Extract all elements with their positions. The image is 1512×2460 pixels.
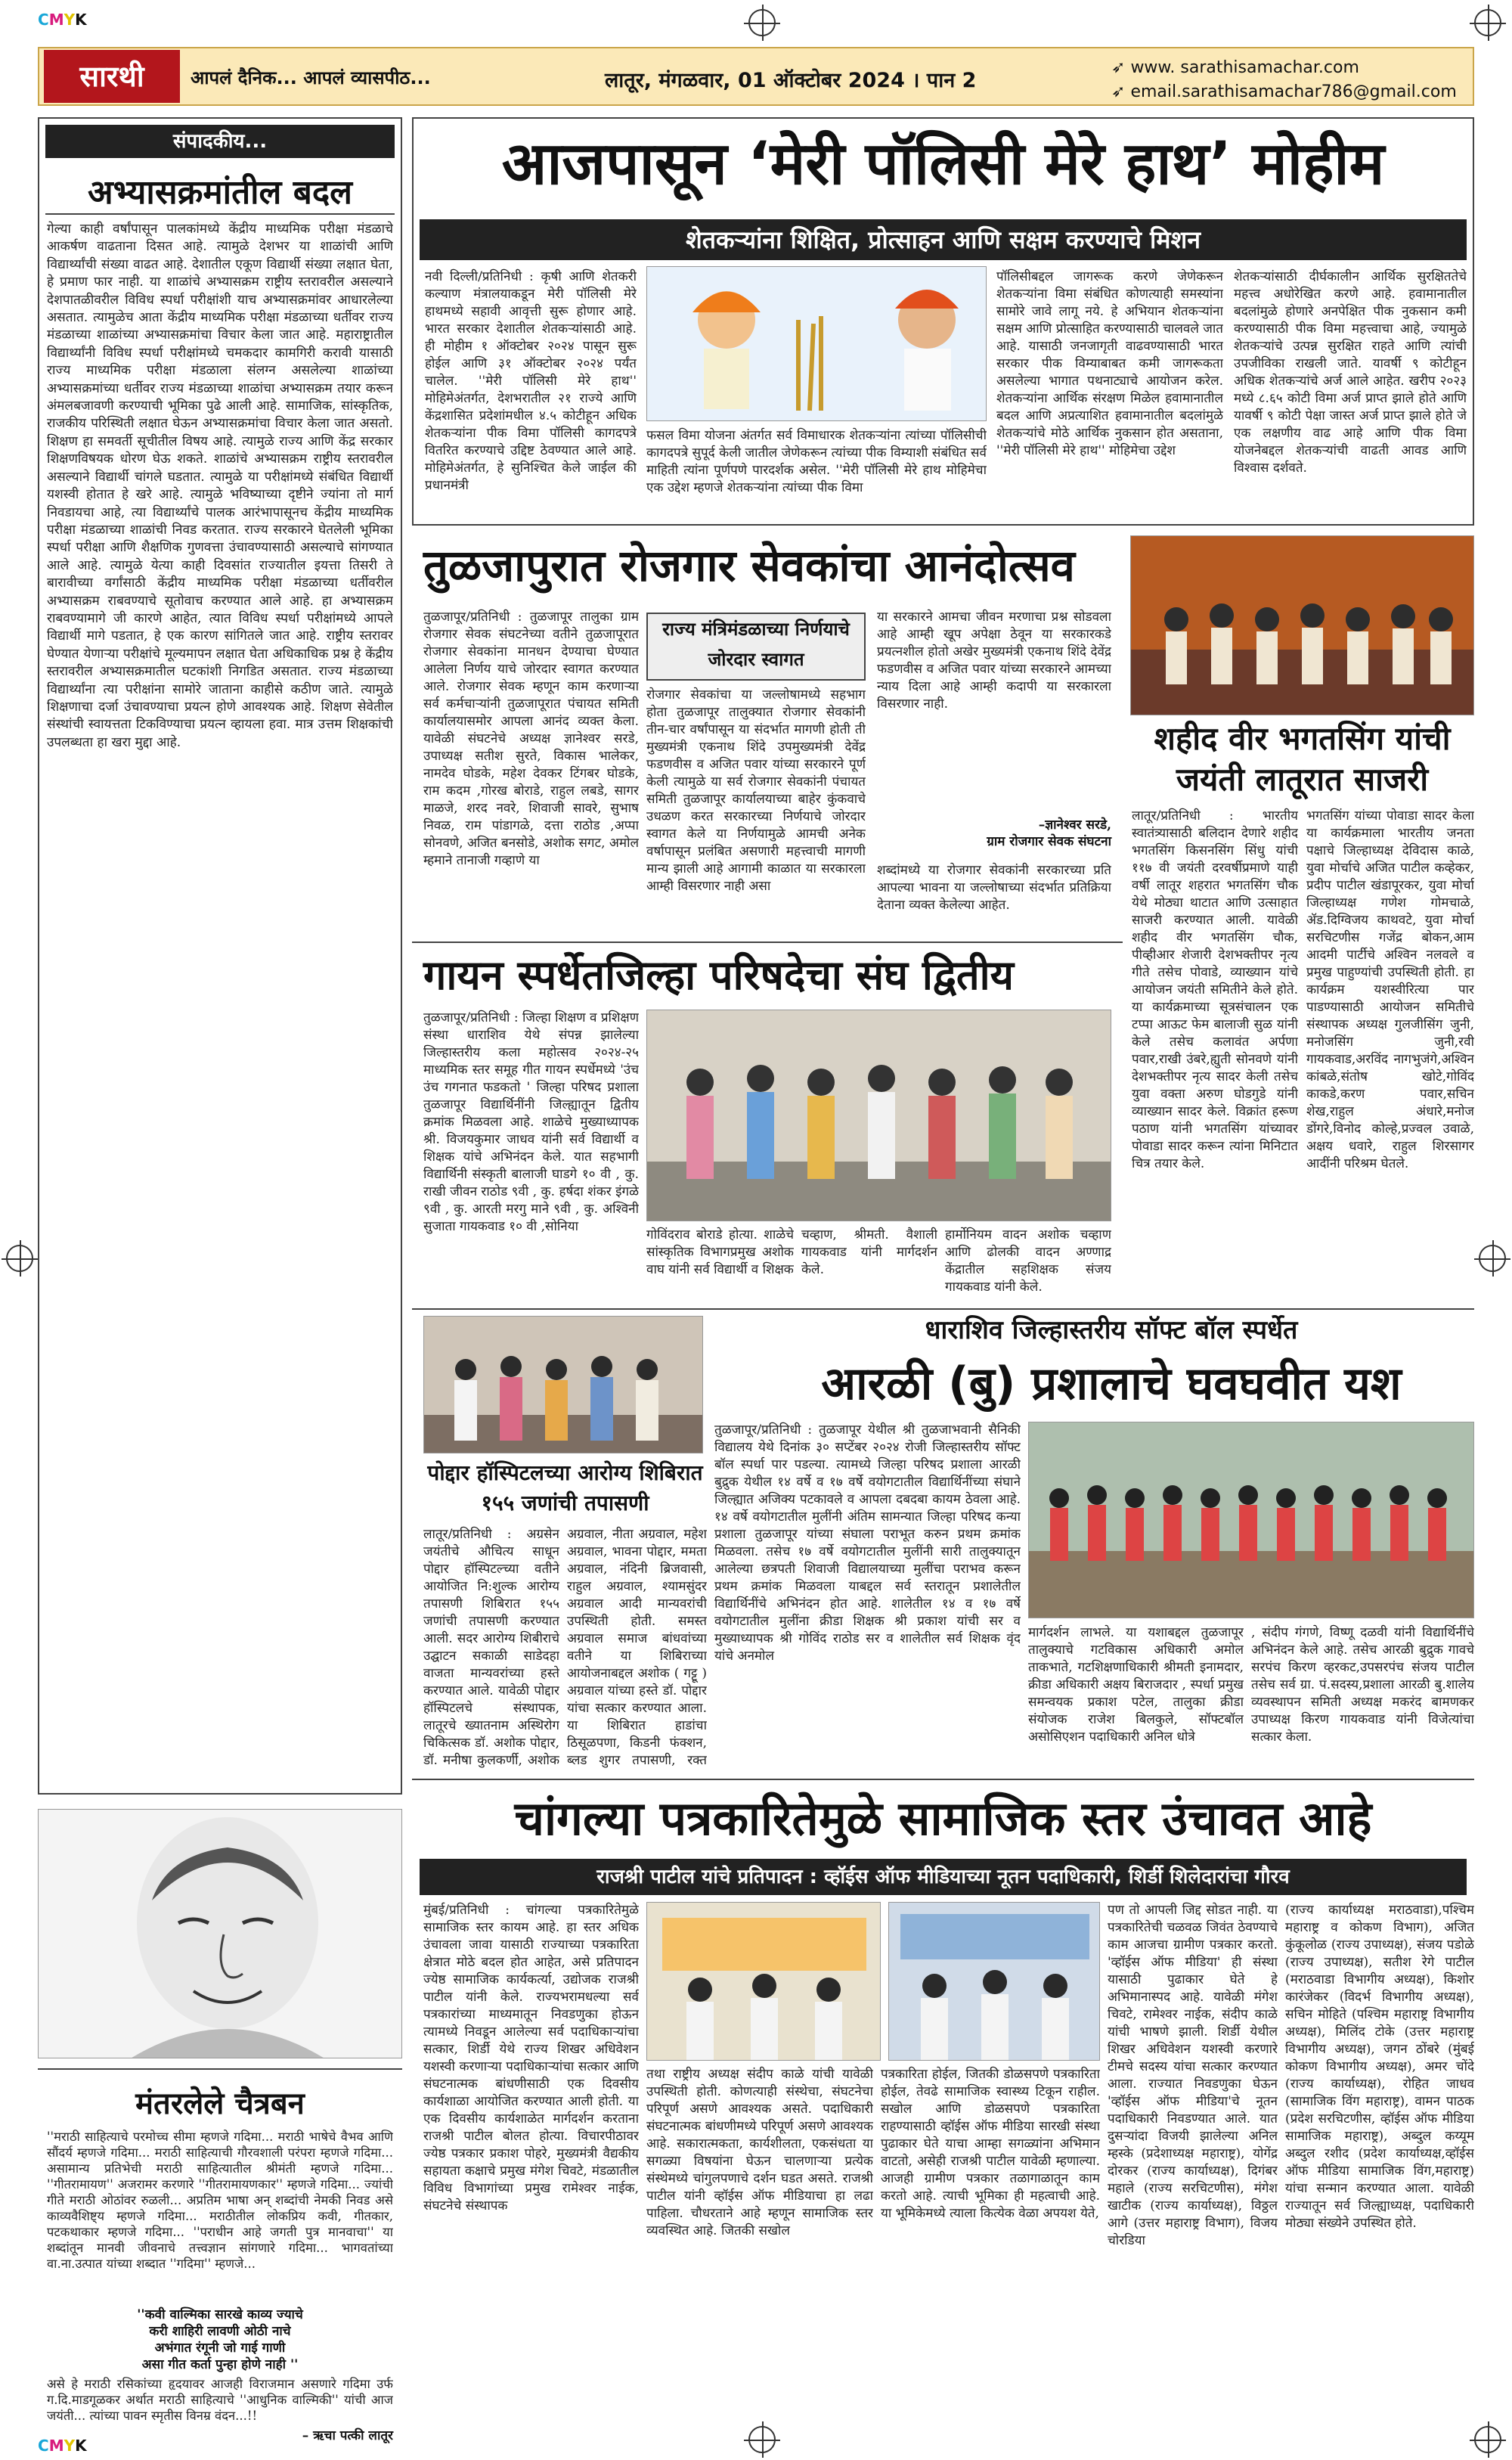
mantar-body: ''मराठी साहित्याचे परमोच्च सीमा म्हणजे गदिमा... मराठी भाषेचे वैभव आणि सौंदर्य म्हणजे गदिमा... मराठी साहित्याची गौरवशाली परंपरा म्हणजे गदिमा... असामान्य प्रतिभेची मराठी साहित्यातील श्रीमंती म्हणजे गदिमा... ''गीतरामायण'' अजरामर करणारे ''गीतरामायणकार'' म्हणजे गदिमा... ज्यांची गीते मराठी ओठांवर रुळली... अप्रतिम भाषा अन्‌ शब्दांची नेमकी निवड असे काव्यवैशिष्ट्य म्हणजे गदिमा... मराठीतील लोकप्रिय कवी, गीतकार, पटकथाकार म्हणजे गदिमा... ''पराधीन आहे जगती पुत्र मानवाचा'' या शब्दांतून मानवी जीवनाचे तत्त्वज्ञान सांगणारे गदिमा... भागवतांच्या वा.ना.उत्पात यांच्या शब्दात ''गदिमा'' म्हणजे...	[47, 2130, 393, 2271]
tuljapur-body-col2: रोजगार सेवकांचा या जल्लोषामध्ये सहभाग होता तुळजापूर तालुक्यात रोजगार सेवकांनी तीन-चार वर्षांपासून या संदर्भात मागणी होती ती मुख्यमंत्री एकनाथ शिंदे उपमुख्यमंत्री देवेंद्र फडणवीस व अजित पवार यांच्या सरकारने पूर्ण केली त्यामुळे या सर्व रोजगार सेवकांनी पंचायत समिती तुळजापूर कार्यालयाच्या बाहेर कुंकवाचे उधळण करत सरकारच्या निर्णयाचे जोरदार स्वागत केले या निर्णयामुळे आमची अनेक वर्षापासून प्रलंबित असणारी महत्त्वाची मागणी मान्य झाली आहे आगामी काळात या सरकारला आम्ही विसरणार नाही असा	[646, 687, 866, 894]
mantar-title: मंतरलेले चैत्रबन	[135, 2086, 305, 2121]
gayan-caption-1: गोविंदराव बोराडे होत्या. शाळेचे सांस्कृतिक विभागप्रमुख अशोक वाघ यांनी सर्व विद्यार्थी व शिक्षक	[646, 1227, 794, 1277]
newspaper-logo: सारथी	[44, 50, 180, 103]
lead-body-col1: नवी दिल्ली/प्रतिनिधी : कृषी आणि शेतकरी कल्याण मंत्रालयाकडून मेरी पॉलिसी मेरे हाथमध्ये सहावी आवृत्ती सुरू होणार आहे. भारत सरकार देशातील शेतकऱ्यांसाठी आहे. ही मोहीम १ ऑक्टोबर २०२४ पासून सुरू होईल आणि ३१ ऑक्टोबर २०२४ पर्यंत चालेल. ''मेरी पॉलिसी मेरे हाथ'' मोहिमेअंतर्गत, देशभरातील २१ राज्ये आणि केंद्रशासित प्रदेशांमधील ४.५ कोटीहून अधिक शेतकऱ्यांना पीक विमा पॉलिसी कागदपत्रे वितरित करण्याचे उद्दिष्ट ठेवण्यात आले आहे. मोहिमेअंतर्गत, हे सुनिश्चित केले जाईल की प्रधानमंत्री	[425, 269, 637, 493]
lead-body-col3: पॉलिसीबद्दल जागरूक करणे जेणेकरून शेतकऱ्यांना विमा संबंधित कोणत्याही समस्यांना सामोरे जावे लागू नये. हे अभियान शेतकऱ्यांना सक्षम आणि प्रोत्साहित करण्यासाठी चालवले जात आहे. यासाठी जनजागृती वाढवण्यासाठी भारत सरकार पीक विम्याबाबत कमी जागरूकता असलेल्या भागात पथनाट्याचे आयोजन करेल. शेतकऱ्यांना आर्थिक संरक्षण मिळेल हवामानातील बदल आणि अप्रत्याशित हवामानातील बदलांमुळे शेतकऱ्यांचे मोठे आर्थिक नुकसान होत असताना, ''मेरी पॉलिसी मेरे हाथ'' मोहिमेचा उद्देश	[996, 269, 1223, 458]
patrakarita-body-col2: तथा राष्ट्रीय अध्यक्ष संदीप काळे यांची यावेळी उपस्थिती होती. कोणत्याही संस्थेचा, संघटनेचा परिपूर्ण असणे आवश्यक असते. पदाधिकारी संघटनात्मक बांधणीमध्ये परिपूर्ण असणे आवश्यक आहे. सकारात्मकता, कार्यशीलता, एकसंधता या सगळ्या विषयांना घेऊन चालणाऱ्या प्रत्येक संस्थेमध्ये चांगुलपणाचे दर्शन घडत असते. राजश्री पाटील यांनी व्हॉईस ऑफ मीडियाचा हा लढा पाहिला. चौधरताने आहे म्हणून सामाजिक स्तर व्यवस्थित आहे. जितकी सखोल	[646, 2067, 873, 2238]
mantar-tail: असे हे मराठी रसिकांच्या हृदयावर आजही विराजमान असणारे गदिमा उर्फ ग.दि.माडगूळकर अर्थात मराठी साहित्याचे ''आधुनिक वाल्मिकी'' यांची आज जयंती... त्यांच्या पावन स्मृतीस विनम्र वंदन...!!	[47, 2377, 393, 2423]
podar-body-col1: लातूर/प्रतिनिधी : अग्रसेन जयंतीचे औचित्य साधून पोद्दार हॉस्पिटल्च्या वतीने आयोजित नि:शुल्क आरोग्य तपासणी शिबिरात १५५ जणांची तपासणी करण्यात आली. सदर आरोग्य शिबीराचे उद्घाटन सकाळी साडेदहा वाजता मान्यवरांच्या हस्ते करण्यात आले. यावेळी पोद्दार हॉस्पिटलचे संस्थापक, लातूरचे ख्यातनाम अस्थिरोग चिकित्सक डॉ. अशोक पोद्दार, डॉ. मनीषा कुलकर्णी, अशोक	[423, 1527, 559, 1768]
registration-mark-icon	[1474, 9, 1501, 36]
gayan-body-col1: तुळजापूर/प्रतिनिधी : जिल्हा शिक्षण व प्रशिक्षण संस्था धाराशिव येथे संपन्न झालेल्या जिल्हास्तरीय कला महोत्सव २०२४-२५ माध्यमिक स्तर समूह गीत गायन स्पर्धेमध्ये 'उंच उंच गगनात फडकतो ' जिल्हा परिषद प्रशाला तुळजापूर विद्यार्थिनींनी जिल्ह्यातून द्वितीय क्रमांक मिळवला आहे. शाळेचे मुख्याध्यापक श्री. विजयकुमार जाधव यांनी सर्व विद्यार्थी व शिक्षक यांचे अभिनंदन केले. यात सहभागी विद्यार्थिनी संस्कृती बालाजी घाडगे १० वी , कु. राखी जीवन राठोड ९वी , कु. हर्षदा शंकर इंगळे ९वी , कु. आरती मरगु माने ९वी , कु. अश्विनी सुजाता गायकवाड १० वी ,सोनिया	[423, 1010, 639, 1234]
patrakarita-body-col4: पण तो आपली जिद्द सोडत नाही. या पत्रकारितेची चळवळ जिवंत ठेवण्याचे काम आजचा ग्रामीण पत्रकार करतो. 'व्हॉईस ऑफ मीडिया' ही संस्था यासाठी पुढाकार घेते हे अभिमानास्पद आहे. यावेळी मंगेश चिवटे, रामेश्वर नाईक, संदीप काळे यांची भाषणे झाली. शिर्डी येथील शिखर अधिवेशन यशस्वी करणारे टीमचे सदस्य यांचा सत्कार करण्यात आला. राज्यात निवडणुका घेऊन 'व्हॉईस ऑफ मीडिया'चे नूतन पदाधिकारी निवडण्यात आले. यात दुसऱ्यांदा विजयी झालेल्या अनिल म्हस्के (प्रदेशाध्यक्ष महाराष्ट्र), योगेंद्र दोरकर (राज्य कार्याध्यक्ष), दिगंबर महाले (राज्य सरचिटणीस), मंगेश खाटीक (राज्य कार्याध्यक्ष), विठ्ठल आगे (उत्तर महाराष्ट्र विभाग), विजय चोरडिया	[1108, 1903, 1278, 2248]
tuljapur-body-col3: या सरकारने आमचा जीवन मरणाचा प्रश्न सोडवला आहे आम्ही खूप अपेक्षा ठेवून या सरकारकडे प्रयत्नशील होतो अखेर मुख्यमंत्री एकनाथ शिंदे देवेंद्र फडणवीस व अजित पवार यांच्या सरकारने आमच्या न्याय दिला आहे आम्ही कदापी या सरकारला विसरणार नाही.	[877, 610, 1111, 712]
tuljapur-headline: तुळजापुरात रोजगार सेवकांचा आनंदोत्सव	[423, 540, 1075, 591]
aarali-body-col2: मार्गदर्शन लाभले. या यशाबद्दल तुळजापूर तालुक्याचे गटविकास अधिकारी अमोल ताकभाते, गटशिक्षणाधिकारी श्रीमती इनामदार, क्रीडा अधिकारी अक्षय बिराजदार , स्पर्धा प्रमुख समन्वयक प्रकाश पटेल, तालुका क्रीडा संयोजक राजेश बिलकुले, सॉफ्टबॉल असोसिएशन पदाधिकारी अनिल धोत्रे	[1028, 1625, 1244, 1745]
gayan-caption-2: चव्हाण, श्रीमती. वैशाली गायकवाड यांनी मार्गदर्शन केले.	[801, 1227, 937, 1277]
podar-body-col2: अग्रवाल, नीता अग्रवाल, महेश अग्रवाल, भावना पोद्दार, ममता अग्रवाल, नंदिनी ब्रिजवासी, राहुल अग्रवाल, श्यामसुंदर अग्रवाल आदी मान्यवरांची उपस्थिती होती. समस्त अग्रवाल समाज बांधवांच्या वतीने या शिबिराच्या आयोजनाबद्दल अशोक ( गट्टू ) अग्रवाल यांच्या हस्ते डॉ. पोद्दार यांचा सत्कार करण्यात आला. या शिबिरात हाडांचा ठिसूळपणा, किडनी फंक्शन, ब्लड शुगर तपासणी, रक्त	[567, 1527, 707, 1768]
tagline: आपलं दैनिक... आपलं व्यासपीठ...	[191, 67, 431, 88]
divider	[412, 942, 1123, 943]
lead-illustration-farmer	[646, 266, 987, 421]
gayan-caption-3: हार्मोनियम वादन अशोक चव्हाण आणि ढोलकी वादन अण्णाद्र केंद्रातील सहशिक्षक संजय गायकवाड यांनी केले.	[945, 1227, 1111, 1295]
patrakarita-headline: चांगल्या पत्रकारितेमुळे सामाजिक स्तर उंचावत आहे	[514, 1791, 1372, 1846]
tuljapur-signature: –ज्ञानेश्वर सरडे, ग्राम रोजगार सेवक संघटना	[987, 817, 1111, 849]
gayan-headline: गायन स्पर्धेतजिल्हा परिषदेचा संघ द्वितीय	[423, 951, 1014, 999]
portrait-sketch	[38, 1809, 402, 2058]
cmyk-mark-top: CMYK	[38, 11, 87, 29]
registration-mark-icon	[748, 9, 776, 36]
editorial-body: गेल्या काही वर्षांपासून पालकांमध्ये केंद्रीय माध्यमिक परीक्षा मंडळाचे आकर्षण वाढताना दिसत आहे. त्यामुळे देशभर या शाळांची आणि विद्यार्थ्यांची संख्या वाढत आहे. देशातील एकूण विद्यार्थी संख्या लक्षात घेता, हे प्रमाण फार नाही. या शाळांचे अभ्यासक्रम राष्ट्रीय स्तरावरील असल्याने देशपातळीवरील विविध स्पर्धा परीक्षांशी याच अभ्यासक्रमांवर आधारलेल्या असतात. त्यामुळेच आता केंद्रीय माध्यमिक परीक्षा मंडळाच्या धर्तीवर राज्य मंडळाच्या शाळांच्या अभ्यासक्रमांचा विचार केला जात आहे. महाराष्ट्रातील विद्यार्थ्यांनी विविध स्पर्धा परीक्षांमध्ये चमकदार कामगिरी करावी यासाठी राज्य माध्यमिक परीक्षा मंडळाला संलग्न असलेल्या शाळांच्या अभ्यासक्रमांच्या धर्तीवर राज्य मंडळाच्या शाळांचा अभ्यासक्रम तयार करून अंमलबजावणी करण्याची भूमिका पुढे आली आहे. सामाजिक, सांस्कृतिक, राजकीय परिस्थिती लक्षात घेऊन अभ्यासक्रमांचा विचार केला जात असतो. शिक्षण हा समवर्ती सूचीतील विषय आहे. त्यामुळे राज्य आणि केंद्र सरकार शिक्षणविषयक धोरण घेऊ शकते. शाळांचे अभ्यासक्रम राष्ट्रीय स्तरावरील असल्याने विद्यार्थी चांगले घडतात. त्यामुळे या परीक्षांमध्ये संबंधित विद्यार्थी यशस्वी होतात हे खरे आहे. त्यामुळे भविष्याच्या दृष्टीने ज्यांना तो मार्ग निवडायचा आहे, त्या विद्यार्थ्यांचे पालक आरंभापासूनच केंद्रीय माध्यमिक परीक्षा मंडळाच्या शाळांची निवड करतात. राज्य सरकारने घेतलेली भूमिका स्पर्धा परीक्षा आणि शैक्षणिक गुणवत्ता उंचावण्यासाठी असल्याचे सांगण्यात आले आहे. त्यामुळे येत्या काही दिवसांत राज्यातील इयत्ता तिसरी ते बारावीच्या वर्गांसाठी केंद्रीय माध्यमिक परीक्षा मंडळाच्या धर्तीवरील अभ्यासक्रम राबवण्याचे सूतोवाच करण्यात आले आहे. हा अभ्यासक्रम राबवण्यामागे जी कारणे आहेत, त्यात विविध स्पर्धा परीक्षांमध्ये आपले विद्यार्थी मागे पडतात, हे एक कारण सांगितले जात आहे. राष्ट्रीय स्तरावर घेण्यात येणाऱ्या परीक्षांचे मूल्यमापन लक्षात घेता अधिकाधिक प्रश्न हे केंद्रीय स्तरावरील अभ्यासक्रमातील घटकांशी निगडित असतात. राज्य मंडळाच्या विद्यार्थ्यांना त्या परीक्षांना सामोरे जाताना काहीसे कठीण जाते. त्यामुळे शिक्षणाचा दर्जा उंचावण्याचा प्रयत्न होणे आवश्यक आहे. शिक्षण सेवेतील संस्थांची स्वायत्तता टिकविण्याचा प्रयत्न व्हायला हवा. मात्र उत्तम शिक्षकांची उपलब्धता हा खरा मुद्दा आहे.	[47, 222, 393, 750]
registration-mark-icon	[1474, 2426, 1501, 2453]
registration-mark-icon	[1479, 1245, 1506, 1272]
divider	[412, 1308, 1474, 1310]
bhagatsingh-body-col2: भगतसिंग यांच्या पोवाडा सादर केला या कार्यक्रमाला भारतीय जनता पक्षाचे जिल्हाध्यक्ष देविदास काळे, युवा मोर्चाचे अजित पाटील कव्हेकर, प्रदीप पाटील खंडापूरकर, युवा मोर्चा जिल्हाध्यक्ष गणेश गोमचाळे, ॲड.दिग्विजय काथवटे, युवा मोर्चा सरचिटणीस गजेंद्र बोकन,आम आदमी पार्टीचे अश्विन नलवले व प्रमुख पाहुण्यांची उपस्थिती होती. हा कार्यक्रम यशस्वीरित्या पार पाडण्यासाठी आयोजन समितीचे संस्थापक अध्यक्ष गुलजीसिंग जुनी, मनोजसिंग जुनी,रवी गायकवाड,अरविंद नागभुजंगे,अश्विन कांबळे,संतोष खोटे,गोविंद काकडे,करण पवार,सचिन शेख,राहुल अंधारे,मनोज डोंगरे,विनोद कोल्हे,प्रज्वल उवाळे, अक्षय धवारे, राहुल शिरसागर आदींनी परिश्रम घेतले.	[1306, 808, 1474, 1171]
mantar-byline: – ऋचा पत्की लातूर	[302, 2428, 393, 2443]
globe-icon: ➶	[1111, 58, 1131, 77]
aarali-team-photo	[1028, 1422, 1474, 1618]
lead-headline: आजपासून ‘मेरी पॉलिसी मेरे हाथ’ मोहीम	[501, 130, 1385, 198]
divider	[38, 2068, 402, 2070]
tuljapur-boxhead: राज्य मंत्रिमंडळाच्या निर्णयाचे जोरदार स्वागत	[646, 613, 866, 681]
divider	[412, 1779, 1474, 1780]
podar-photo	[423, 1316, 703, 1453]
gayan-photo	[646, 1010, 1111, 1221]
lead-body-col4: शेतकऱ्यांसाठी दीर्घकालीन आर्थिक सुरक्षिततेचे महत्त्व अधोरेखित करणे आहे. हवामानातील बदलांमुळे होणारे अनपेक्षित पीक नुकसान कमी करण्यासाठी पीक विमा महत्त्वाचा आहे, ज्यामुळे शेतकऱ्यांचे उत्पन्न सुरक्षित राहते आणि त्यांची उपजीविका राखली जाते. यावर्षी ९ कोटीहून अधिक शेतकऱ्यांचे अर्ज आले आहेत. खरीप २०२३ मध्ये ८.६५ कोटी विमा अर्ज प्राप्त झाले होते आणि यावर्षी ९ कोटी पेक्षा जास्त अर्ज प्राप्त झाले होते जे एक लक्षणीय वाढ आहे आणि पीक विमा योजनेबद्दल शेतकऱ्यांची वाढती आवड आणि विश्वास दर्शवते.	[1234, 269, 1467, 476]
mantar-poem: ''कवी वाल्मिका सारखे काव्य ज्याचे करी शाहिरी लावणी ओठी नाचे अभंगात रंगूनी जो गाई गाणी असा गीत कर्ता पुन्हा होणे नाही ''	[137, 2307, 303, 2372]
podar-headline: पोद्दार हॉस्पिटलच्या आरोग्य शिबिरात १५५ जणांची तपासणी	[427, 1460, 703, 1515]
lead-body-col2: फसल विमा योजना अंतर्गत सर्व विमाधारक शेतकऱ्यांना त्यांच्या पॉलिसीची कागदपत्रे सुपूर्द केली जातील जेणेकरून त्यांच्या पीक विम्याशी संबंधित सर्व माहिती त्यांना पूर्णपणे पारदर्शक असेल. ''मेरी पॉलिसी मेरे हाथ मोहिमेचा एक उद्देश म्हणजे शेतकऱ्यांना त्यांच्या पीक विमा	[646, 428, 987, 495]
aarali-headline: आरळी (बु) प्रशालाचे घवघवीत यश	[821, 1357, 1402, 1410]
email-link[interactable]: email.sarathisamachar786@gmail.com	[1130, 82, 1457, 101]
patrakarita-body-col3: पत्रकारिता होईल, जितकी डोळसपणे पत्रकारिता होईल, तेवढे सामाजिक स्वास्थ्य टिकून राहील. सखोल आणि डोळसपणे पत्रकारिता राहण्यासाठी व्हॉईस ऑफ मीडिया सारखी संस्था पुढाकार घेते याचा आम्हा सगळ्यांना अभिमान वाटतो, असेही राजश्री पाटील यावेळी म्हणाल्या. आजही ग्रामीण पत्रकार तळागाळातून काम करतो आहे. त्याची भूमिका ही महत्वाची आहे. या भूमिकेमध्ये त्याला कित्येक वेळा अपयश येते,	[881, 2067, 1100, 2221]
patrakarita-subheadline: राजश्री पाटील यांचे प्रतिपादन : व्हॉईस ऑफ मीडियाच्या नूतन पदाधिकारी, शिर्डी शिलेदारांचा गौरव	[420, 1859, 1467, 1895]
tuljapur-body-col1: तुळजापूर/प्रतिनिधी : तुळजापूर तालुका ग्राम रोजगार सेवक संघटनेच्या वतीने तुळजापूरात रोजगार सेवकांना मानधन देण्याचा घेण्यात आलेला निर्णय याचे जोरदार स्वागत करण्यात आले. रोजगार सेवक म्हणून काम करणाऱ्या सर्व कर्मचाऱ्यांनी तुळजापूरात पंचायत समिती कार्यालयासमोर आपला आनंद व्यक्त केला. यावेळी संघटनेचे अध्यक्ष ज्ञानेश्वर सरडे, उपाध्यक्ष सतीश सुरते, विकास भालेकर, नामदेव घोडके, महेश देवकर टिंगबर घोडके, राम कदम ,गोरख बोराडे, राहुल लबडे, सागर माळजे, शरद नवरे, शिवाजी सावरे, सुभाष निवळ, राम पांडागळे, दत्ता राठोड ,अप्पा सोनवणे, अजित बनसोडे, अशोक सगट, अमोल म्हमाने तानाजी गव्हाणे या	[423, 610, 639, 868]
editorial-title: अभ्यासक्रमांतील बदल	[87, 173, 353, 212]
patrakarita-photo-1	[646, 1902, 881, 2061]
email-icon: ➶	[1111, 82, 1131, 101]
tuljapur-tail: शब्दांमध्ये या रोजगार सेवकांनी सरकारच्या प्रति आपल्या भावना या जल्लोषाच्या संदर्भात प्रतिक्रिया देताना व्यक्त केलेल्या आहेत.	[877, 863, 1111, 913]
section-label-editorial: संपादकीय...	[45, 125, 395, 158]
patrakarita-body-col1: मुंबई/प्रतिनिधी : चांगल्या पत्रकारितेमुळे सामाजिक स्तर कायम आहे. हा स्तर अधिक उंचावला जावा यासाठी राज्याच्या पत्रकारिता क्षेत्रात मोठे बदल होत आहेत, असे प्रतिपादन ज्येष्ठ सामाजिक कार्यकर्त्या, उद्योजक राजश्री पाटील यांनी केले. राज्यभरामधल्या सर्व पत्रकारांच्या माध्यमातून निवडणुका होऊन त्यामध्ये निवडून आलेल्या सर्व पदाधिकाऱ्यांचा सत्कार, शिर्डी येथे राज्य शिखर अधिवेशन यशस्वी करणाऱ्या पदाधिकाऱ्यांचा सत्कार आणि संघटनात्मक बांधणीसाठी एक दिवसीय कार्यशाळा आयोजित करण्यात आली होती. या एक दिवसीय कार्यशाळेत मार्गदर्शन करताना राजश्री पाटील बोलत होत्या. विचारपीठावर ज्येष्ठ पत्रकार प्रकाश पोहरे, मुख्यमंत्री वैद्यकीय सहायता कक्षाचे प्रमुख मंगेश चिवटे, मंडळातील विविध विभागांच्या प्रमुख रामेश्वर नाईक, संघटनेचे संस्थापक	[423, 1903, 639, 2213]
bhagatsingh-headline: शहीद वीर भगतसिंग यांची जयंती लातूरात साजरी	[1154, 720, 1451, 798]
divider	[45, 213, 395, 215]
website-link[interactable]: www. sarathisamachar.com	[1130, 58, 1359, 77]
aarali-body-col3: , संदीप गंगणे, विष्णू दळवी यांनी विद्यार्थिनींचे अभिनंदन केले आहे. तसेच आरळी बुद्रुक गावचे सरपंच किरण व्हरकट,उपसरपंच संजय पाटील तसेच सर्व ग्रा. पं.सदस्य,प्रशाला आरळी बु.शालेय व्यवस्थापन समिती अध्यक्ष मकरंद बामणकर उपाध्यक्ष किरण गायकवाड यांनी विजेत्यांचा सत्कार केला.	[1251, 1625, 1474, 1745]
patrakarita-body-col5: (राज्य कार्याध्यक्ष मराठवाडा),पश्चिम महाराष्ट्र व कोकण विभाग), अजित कुंकूलोळ (राज्य उपाध्यक्ष), संजय पडोळे (राज्य उपाध्यक्ष), सतीश रेगे पाटील (मराठवाडा विभागीय अध्यक्ष), किशोर कारंजेकर (विदर्भ विभागीय अध्यक्ष), सचिन मोहिते (पश्चिम महाराष्ट्र विभागीय अध्यक्ष), मिलिंद टोके (उत्तर महाराष्ट्र विभागीय अध्यक्ष), जगन ठोंबरे (मुंबई कोकण विभागीय अध्यक्ष), अमर चोंदे (राज्य कार्याध्यक्ष), रोहित जाधव (सामाजिक विंग महाराष्ट्र), वामन पाठक (प्रदेश सरचिटणीस, व्हॉईस ऑफ मीडिया सामाजिक महाराष्ट्र), अब्दुल कय्यूम अब्दुल रशीद (प्रदेश कार्याध्यक्ष,व्हॉईस ऑफ मीडिया सामाजिक विंग,महाराष्ट्र) यांचा सन्मान करण्यात आला. यावेळी राज्यातून सर्व जिल्ह्याध्यक्ष, पदाधिकारी मोठ्या संख्येने उपस्थित होते.	[1285, 1903, 1474, 2231]
patrakarita-photo-2	[888, 1902, 1100, 2061]
bhagatsingh-body-col1: लातूर/प्रतिनिधी : भारतीय स्वातंत्र्यासाठी बलिदान देणारे शहीद भगतसिंग किसनसिंग सिंधु यांची ११७ वी जयंती दरवर्षीप्रमाणे याही वर्षी लातूर शहरात भगतसिंग चौक येथे मोठ्या थाटात आणि उत्साहात साजरी करण्यात आली. यावेळी शहीद वीर भगतसिंग चौक, पीव्हीआर शेजारी देशभक्तीपर नृत्य गीते तसेच पोवाडे, व्याख्यान यांचे आयोजन जयंती समितीने केले होते. या कार्यक्रमाच्या सूत्रसंचालन एक टप्पा आऊट फेम बालाजी सुळ यांनी केले तसेच कलावंत अर्पणा पवार,राखी उंबरे,ह्युती सोनवणे यांनी देशभक्तीपर नृत्य सादर केली तसेच युवा वक्ता अरुण घोडगुडे यांनी व्याख्यान सादर केले. विक्रांत हरूण पठाण यांनी भगतसिंग यांच्यावर पोवाडा सादर करून त्यांना मिनिटात चित्र तयार केले.	[1132, 808, 1298, 1171]
registration-mark-icon	[6, 1245, 33, 1272]
aarali-kicker: धाराशिव जिल्हास्तरीय सॉफ्ट बॉल स्पर्धेत	[925, 1315, 1298, 1345]
cmyk-mark-bottom: CMYK	[38, 2437, 87, 2455]
bhagatsingh-photo	[1130, 535, 1474, 715]
aarali-body-col1: तुळजापूर/प्रतिनिधी : तुळजापूर येथील श्री तुळजाभवानी सैनिकी विद्यालय येथे दिनांक ३० सप्टेंबर २०२४ रोजी जिल्हास्तरीय सॉफ्ट बॉल स्पर्धा पार पडल्या. त्यामध्ये जिल्हा परिषद प्रशाला आरळी बुद्रुक येथील १४ वर्षे व १७ वर्षे वयोगटातील विद्यार्थिनींच्या संघाने जिल्ह्यात अजिक्य पटकावले व आपला दबदबा कायम ठेवला आहे. १४ वर्षे वयोगटातील मुलींनी अंतिम सामन्यात जिल्हा परिषद कन्या प्रशाला तुळजापूर यांच्या संघाला पराभूत करुन प्रथम क्रमांक मिळवला. तसेच १७ वर्षे वयोगटातील मुलींनी सारी तालुक्यातून आलेल्या छत्रपती शिवाजी विद्यालयाच्या मुलींचा पराभव करून प्रथम क्रमांक मिळवला याबद्दल सर्व स्तरातून प्रशालेतील विद्यार्थिनींचे अभिनंदन होत आहे. शालेतील १४ व १७ वर्षे वयोगटातील मुलींना क्रीडा शिक्षक श्री प्रकाश यांची सर व मुख्याध्यापक श्री गोविंद राठोड सर व शालेतील सर्व शिक्षक वृंद यांचे अनमोल	[714, 1422, 1021, 1664]
dateline: लातूर, मंगळवार, 01 ऑक्टोबर 2024 । पान 2	[605, 69, 977, 92]
lead-subheadline: शेतकऱ्यांना शिक्षित, प्रोत्साहन आणि सक्षम करण्याचे मिशन	[420, 219, 1467, 260]
contact-block	[1111, 56, 1457, 104]
